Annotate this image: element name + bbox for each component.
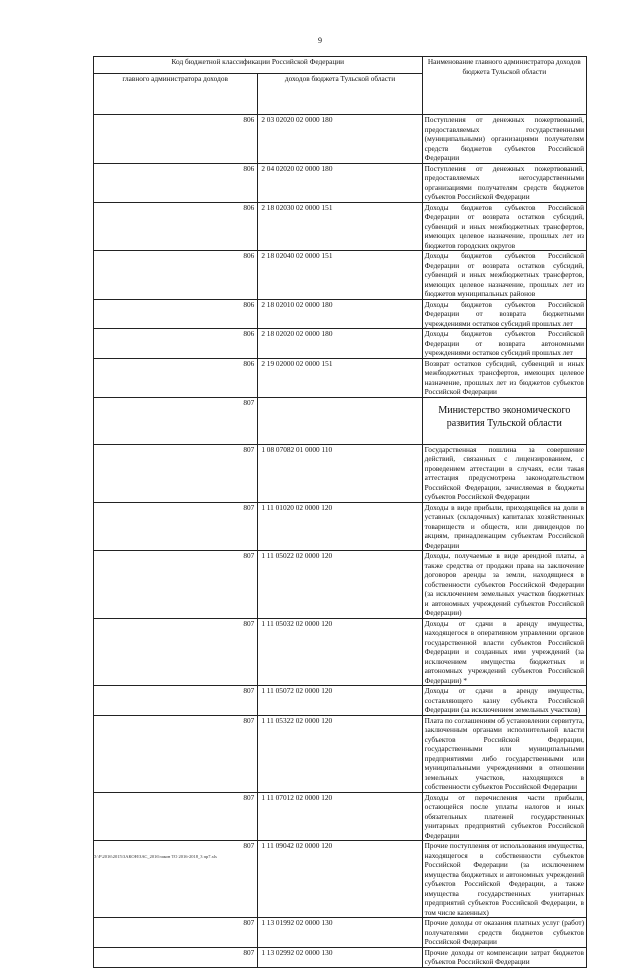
income-name-cell: Возврат остатков субсидий, субвенций и иных межбюджетных трансфертов, имеющих целевое назначение, прошлых лет из бюджетов субъектов Российской Федерации (422, 358, 586, 397)
file-path-footer: D:\F\2016\2015\3АКОН\ЗАС_2016\закон ТО 2016-2018_3 пр7.xls (93, 854, 217, 859)
income-name-cell: Поступления от денежных пожертвований, предоставляемых негосударственными организациями получателям средств бюджетов субъектов Российской Федерации (422, 163, 586, 202)
table-row (94, 163, 587, 202)
admin-code-cell: 807 (94, 841, 258, 918)
page-number: 9 (318, 36, 322, 45)
budget-code-cell: 2 18 02040 02 0000 151 (258, 251, 422, 300)
admin-code-cell: 807 (94, 551, 258, 619)
admin-code-cell: 806 (94, 115, 258, 164)
income-name-cell: Прочие доходы от компенсации затрат бюджетов субъектов Российской Федерации (422, 947, 586, 967)
table-row (94, 329, 587, 359)
table-row (94, 115, 587, 164)
admin-code-cell: 807 (94, 618, 258, 686)
table-row (94, 551, 587, 619)
table-row (94, 792, 587, 841)
admin-code-cell: 806 (94, 358, 258, 397)
budget-code-cell: 2 04 02020 02 0000 180 (258, 163, 422, 202)
table-row (94, 299, 587, 329)
budget-code-cell (258, 397, 422, 444)
table-row (94, 444, 587, 502)
income-name-cell: Доходы бюджетов субъектов Российской Федерации от возврата автономными учреждениями остатков субсидий прошлых лет (422, 329, 586, 359)
admin-code-cell: 806 (94, 299, 258, 329)
ministry-row (94, 397, 587, 444)
budget-code-cell: 2 18 02030 02 0000 151 (258, 202, 422, 251)
budget-code-cell: 1 11 05022 02 0000 120 (258, 551, 422, 619)
admin-code-cell: 806 (94, 329, 258, 359)
income-name-cell: Доходы от сдачи в аренду имущества, находящегося в оперативном управлении органов государственной власти субъектов Российской Федерации и созданных ими учреждений (за исключением имущества бюджетных и автономных учреждений субъектов Российской Федерации) * (422, 618, 586, 686)
admin-code-cell: 807 (94, 397, 258, 444)
table-row (94, 947, 587, 967)
income-name-cell: Доходы бюджетов субъектов Российской Федерации от возврата бюджетными учреждениями остатков субсидий прошлых лет (422, 299, 586, 329)
table-row (94, 715, 587, 792)
admin-code-cell: 807 (94, 947, 258, 967)
income-name-cell: Прочие поступления от использования имущества, находящегося в собственности субъектов Российской Федерации (за исключением имущества бюджетных и автономных учреждений субъектов Российской Федерации, а также имущества государственных унитарных предприятий субъектов Российской Федерации, в том числе казенных) (422, 841, 586, 918)
income-name-cell: Доходы бюджетов субъектов Российской Федерации от возврата остатков субсидий, субвенций и иных межбюджетных трансфертов, имеющих целевое назначение, прошлых лет из бюджетов муниципальных районов (422, 251, 586, 300)
table-row (94, 251, 587, 300)
budget-code-cell: 2 03 02020 02 0000 180 (258, 115, 422, 164)
table-row (94, 202, 587, 251)
budget-code-cell: 1 11 01020 02 0000 120 (258, 502, 422, 551)
income-name-cell: Министерство экономического развития Тульской области (422, 397, 586, 444)
header-admin: главного администратора доходов (94, 74, 258, 115)
admin-code-cell: 807 (94, 502, 258, 551)
admin-code-cell: 807 (94, 715, 258, 792)
admin-code-cell: 807 (94, 686, 258, 716)
admin-code-cell: 806 (94, 251, 258, 300)
income-name-cell: Поступления от денежных пожертвований, предоставляемых государственными (муниципальными) организациями получателям средств бюджетов субъектов Российской Федерации (422, 115, 586, 164)
budget-code-cell: 2 18 02010 02 0000 180 (258, 299, 422, 329)
income-name-cell: Доходы от перечисления части прибыли, остающейся после уплаты налогов и иных обязательных платежей государственных унитарных предприятий субъектов Российской Федерации (422, 792, 586, 841)
table-row (94, 618, 587, 686)
income-name-cell: Доходы бюджетов субъектов Российской Федерации от возврата остатков субсидий, субвенций и иных межбюджетных трансфертов, имеющих целевое назначение, прошлых лет из бюджетов городских округов (422, 202, 586, 251)
admin-code-cell: 807 (94, 444, 258, 502)
budget-code-cell: 1 11 07012 02 0000 120 (258, 792, 422, 841)
budget-code-cell: 1 08 07082 01 0000 110 (258, 444, 422, 502)
income-name-cell: Доходы, получаемые в виде арендной платы, а также средства от продажи права на заключение договоров аренды за земли, находящиеся в собственности субъектов Российской Федерации (за исключением земельных участков бюджетных и автономных учреждений субъектов Российской Федерации) (422, 551, 586, 619)
header-income: доходов бюджета Тульской области (258, 74, 422, 115)
income-name-cell: Плата по соглашениям об установлении сервитута, заключенным органами исполнительной власти субъектов Российской Федерации, государственными или муниципальными предприятиями либо государственными или муниципальными учреждениями в отношении земельных участков, находящихся в собственности субъектов Российской Федерации (422, 715, 586, 792)
budget-code-cell: 2 19 02000 02 0000 151 (258, 358, 422, 397)
budget-code-cell: 1 13 02992 02 0000 130 (258, 947, 422, 967)
table-header-row (94, 57, 587, 74)
header-name: Наименование главного администратора доходов бюджета Тульской области (422, 57, 586, 115)
table-row (94, 686, 587, 716)
income-name-cell: Доходы от сдачи в аренду имущества, составляющего казну субъекта Российской Федерации (за исключением земельных участков) (422, 686, 586, 716)
budget-code-cell: 1 11 09042 02 0000 120 (258, 841, 422, 918)
admin-code-cell: 807 (94, 918, 258, 948)
budget-code-cell: 1 11 05032 02 0000 120 (258, 618, 422, 686)
table-row (94, 502, 587, 551)
table-row (94, 841, 587, 918)
budget-code-cell: 1 11 05322 02 0000 120 (258, 715, 422, 792)
admin-code-cell: 807 (94, 792, 258, 841)
header-code-group: Код бюджетной классификации Российской Федерации (94, 57, 423, 74)
income-name-cell: Прочие доходы от оказания платных услуг (работ) получателями средств бюджетов субъектов Российской Федерации (422, 918, 586, 948)
budget-code-cell: 1 13 01992 02 0000 130 (258, 918, 422, 948)
budget-code-cell: 2 18 02020 02 0000 180 (258, 329, 422, 359)
income-name-cell: Доходы в виде прибыли, приходящейся на доли в уставных (складочных) капиталах хозяйственных товариществ и обществ, или дивидендов по акциям, принадлежащим субъектам Российской Федерации (422, 502, 586, 551)
table-row (94, 358, 587, 397)
income-administrators-table (93, 56, 587, 968)
budget-code-cell: 1 11 05072 02 0000 120 (258, 686, 422, 716)
income-name-cell: Государственная пошлина за совершение действий, связанных с лицензированием, с проведением аттестации в случаях, если такая аттестация предусмотрена законодательством Российской Федерации, зачисляемая в бюджеты субъектов Российской Федерации (422, 444, 586, 502)
admin-code-cell: 806 (94, 202, 258, 251)
admin-code-cell: 806 (94, 163, 258, 202)
table-row (94, 918, 587, 948)
